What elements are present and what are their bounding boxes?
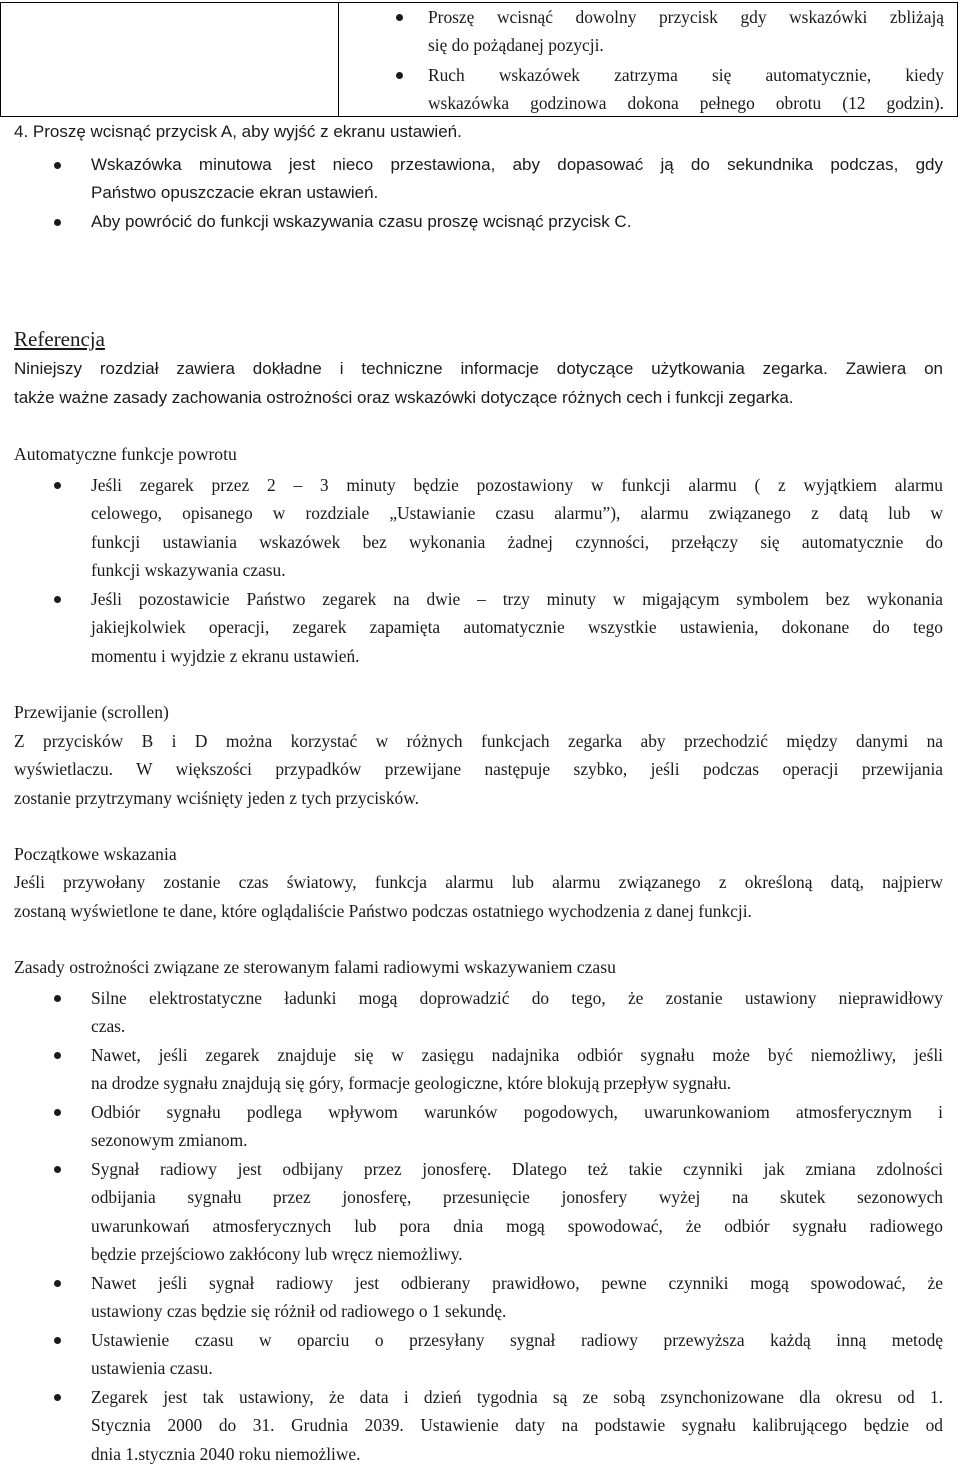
section-heading-auto-return: Automatyczne funkcje powrotu <box>14 444 237 464</box>
radio-bullet-2-line-1: Nawet, jeśli zegarek znajduje się w zasięgu nadajnika odbiór sygnału może być niemożliwy, jeśli <box>91 1045 943 1065</box>
radio-bullet-2-line-2: na drodze sygnału znajdują się góry, formacje geologiczne, które blokują przepływ sygnału. <box>91 1073 732 1093</box>
table-item-1-line-2: się do pożądanej pozycji. <box>428 35 604 55</box>
scrolling-line-3: zostanie przytrzymany wciśnięty jeden z tych przycisków. <box>14 788 419 808</box>
bullet-icon <box>396 72 403 79</box>
bullet-icon <box>396 14 403 21</box>
auto-bullet-2-line-3: momentu i wyjdzie z ekranu ustawień. <box>91 646 360 666</box>
section-heading-scrolling: Przewijanie (scrollen) <box>14 702 169 722</box>
radio-bullet-6-line-2: ustawienia czasu. <box>91 1358 213 1378</box>
bullet-icon <box>54 1394 61 1401</box>
section-heading-initial: Początkowe wskazania <box>14 844 177 864</box>
scrolling-line-1: Z przycisków B i D można korzystać w różnych funkcjach zegarka aby przechodzić między danymi na <box>14 731 943 751</box>
radio-bullet-5-line-1: Nawet jeśli sygnał radiowy jest odbierany prawidłowo, pewne czynniki mogą spowodować, że <box>91 1273 943 1293</box>
section-heading-radio: Zasady ostrożności związane ze sterowanym falami radiowymi wskazywaniem czasu <box>14 957 616 977</box>
bullet-icon <box>54 482 61 489</box>
bullet-icon <box>54 162 61 169</box>
bullet-icon <box>54 1166 61 1173</box>
step-4-text: 4. Proszę wcisnąć przycisk A, aby wyjść z ekranu ustawień. <box>14 122 462 141</box>
bullet-icon <box>54 1109 61 1116</box>
scrolling-line-2: wyświetlaczu. W większości przypadków przewijane następuje szybko, jeśli podczas operacji przewijania <box>14 759 943 779</box>
auto-bullet-1-line-2: celowego, opisanego w rozdziale „Ustawianie czasu alarmu”), alarmu związanego z datą lub w <box>91 503 943 523</box>
step4-bullet-1-line-2: Państwo opuszczacie ekran ustawień. <box>91 183 379 202</box>
step4-bullet-2-line-1: Aby powrócić do funkcji wskazywania czasu proszę wcisnąć przycisk C. <box>91 212 632 231</box>
table-item-2-line-1: Ruch wskazówek zatrzyma się automatycznie, kiedy <box>428 65 944 85</box>
bullet-icon <box>54 1280 61 1287</box>
bullet-icon <box>54 219 61 226</box>
step4-bullet-1-line-1: Wskazówka minutowa jest nieco przestawiona, aby dopasować ją do sekundnika podczas, gdy <box>91 155 943 174</box>
section-heading-referencja: Referencja <box>14 327 105 351</box>
radio-bullet-4-line-4: będzie przejściowo zakłócony lub wręcz niemożliwy. <box>91 1244 463 1264</box>
initial-line-1: Jeśli przywołany zostanie czas światowy, funkcja alarmu lub alarmu związanego z określoną datą, najpierw <box>14 872 943 892</box>
radio-bullet-7-line-1: Zegarek jest tak ustawiony, że data i dzień tygodnia są ze sobą zsynchonizowane dla okresu od 1. <box>91 1387 943 1407</box>
initial-line-2: zostaną wyświetlone te dane, które oglądaliście Państwo podczas ostatniego wychodzenia z danej funkcji. <box>14 901 752 921</box>
auto-bullet-2-line-2: jakiejkolwiek operacji, zegarek zapamięta automatycznie wszystkie ustawienia, dokonane do tego <box>91 617 943 637</box>
auto-bullet-1-line-3: funkcji ustawiania wskazówek bez wykonania żadnej czynności, przełączy się automatycznie do <box>91 532 943 552</box>
bullet-icon <box>54 596 61 603</box>
radio-bullet-7-line-3: dnia 1.stycznia 2040 roku niemożliwe. <box>91 1444 361 1464</box>
radio-bullet-4-line-1: Sygnał radiowy jest odbijany przez jonosferę. Dlatego też takie czynniki jak zmiana zdolności <box>91 1159 943 1179</box>
radio-bullet-1-line-1: Silne elektrostatyczne ładunki mogą doprowadzić do tego, że zostanie ustawiony nieprawidłowy <box>91 988 943 1008</box>
table-item-1-line-1: Proszę wcisnąć dowolny przycisk gdy wskazówki zbliżają <box>428 7 944 27</box>
table-item-2-line-2: wskazówka godzinowa dokona pełnego obrotu (12 godzin). <box>428 93 944 113</box>
auto-bullet-2-line-1: Jeśli pozostawicie Państwo zegarek na dwie – trzy minuty w migającym symbolem bez wykonania <box>91 589 943 609</box>
radio-bullet-5-line-2: ustawiony czas będzie się różnił od radiowego o 1 sekundę. <box>91 1301 507 1321</box>
radio-bullet-4-line-3: uwarunkowań atmosferycznych lub pora dnia mogą spowodować, że odbiór sygnału radiowego <box>91 1216 943 1236</box>
radio-bullet-4-line-2: odbijania sygnału przez jonosferę, przesunięcie jonosfery wyżej na skutek sezonowych <box>91 1187 943 1207</box>
referencja-line-1: Niniejszy rozdział zawiera dokładne i techniczne informacje dotyczące użytkowania zegarka. Zawiera on <box>14 359 943 378</box>
radio-bullet-7-line-2: Stycznia 2000 do 31. Grudnia 2039. Ustawienie daty na podstawie sygnału kalibrującego będzie od <box>91 1415 943 1435</box>
radio-bullet-3-line-2: sezonowym zmianom. <box>91 1130 248 1150</box>
radio-bullet-1-line-2: czas. <box>91 1016 126 1036</box>
table-divider <box>338 2 339 117</box>
radio-bullet-6-line-1: Ustawienie czasu w oparciu o przesyłany sygnał radiowy przewyższa każdą inną metodę <box>91 1330 943 1350</box>
bullet-icon <box>54 1337 61 1344</box>
auto-bullet-1-line-4: funkcji wskazywania czasu. <box>91 560 286 580</box>
radio-bullet-3-line-1: Odbiór sygnału podlega wpływom warunków pogodowych, uwarunkowaniom atmosferycznym i <box>91 1102 943 1122</box>
auto-bullet-1-line-1: Jeśli zegarek przez 2 – 3 minuty będzie pozostawiony w funkcji alarmu ( z wyjątkiem alarmu <box>91 475 943 495</box>
bullet-icon <box>54 995 61 1002</box>
referencja-line-2: także ważne zasady zachowania ostrożności oraz wskazówki dotyczące różnych cech i funkcji zegarka. <box>14 388 794 407</box>
bullet-icon <box>54 1052 61 1059</box>
